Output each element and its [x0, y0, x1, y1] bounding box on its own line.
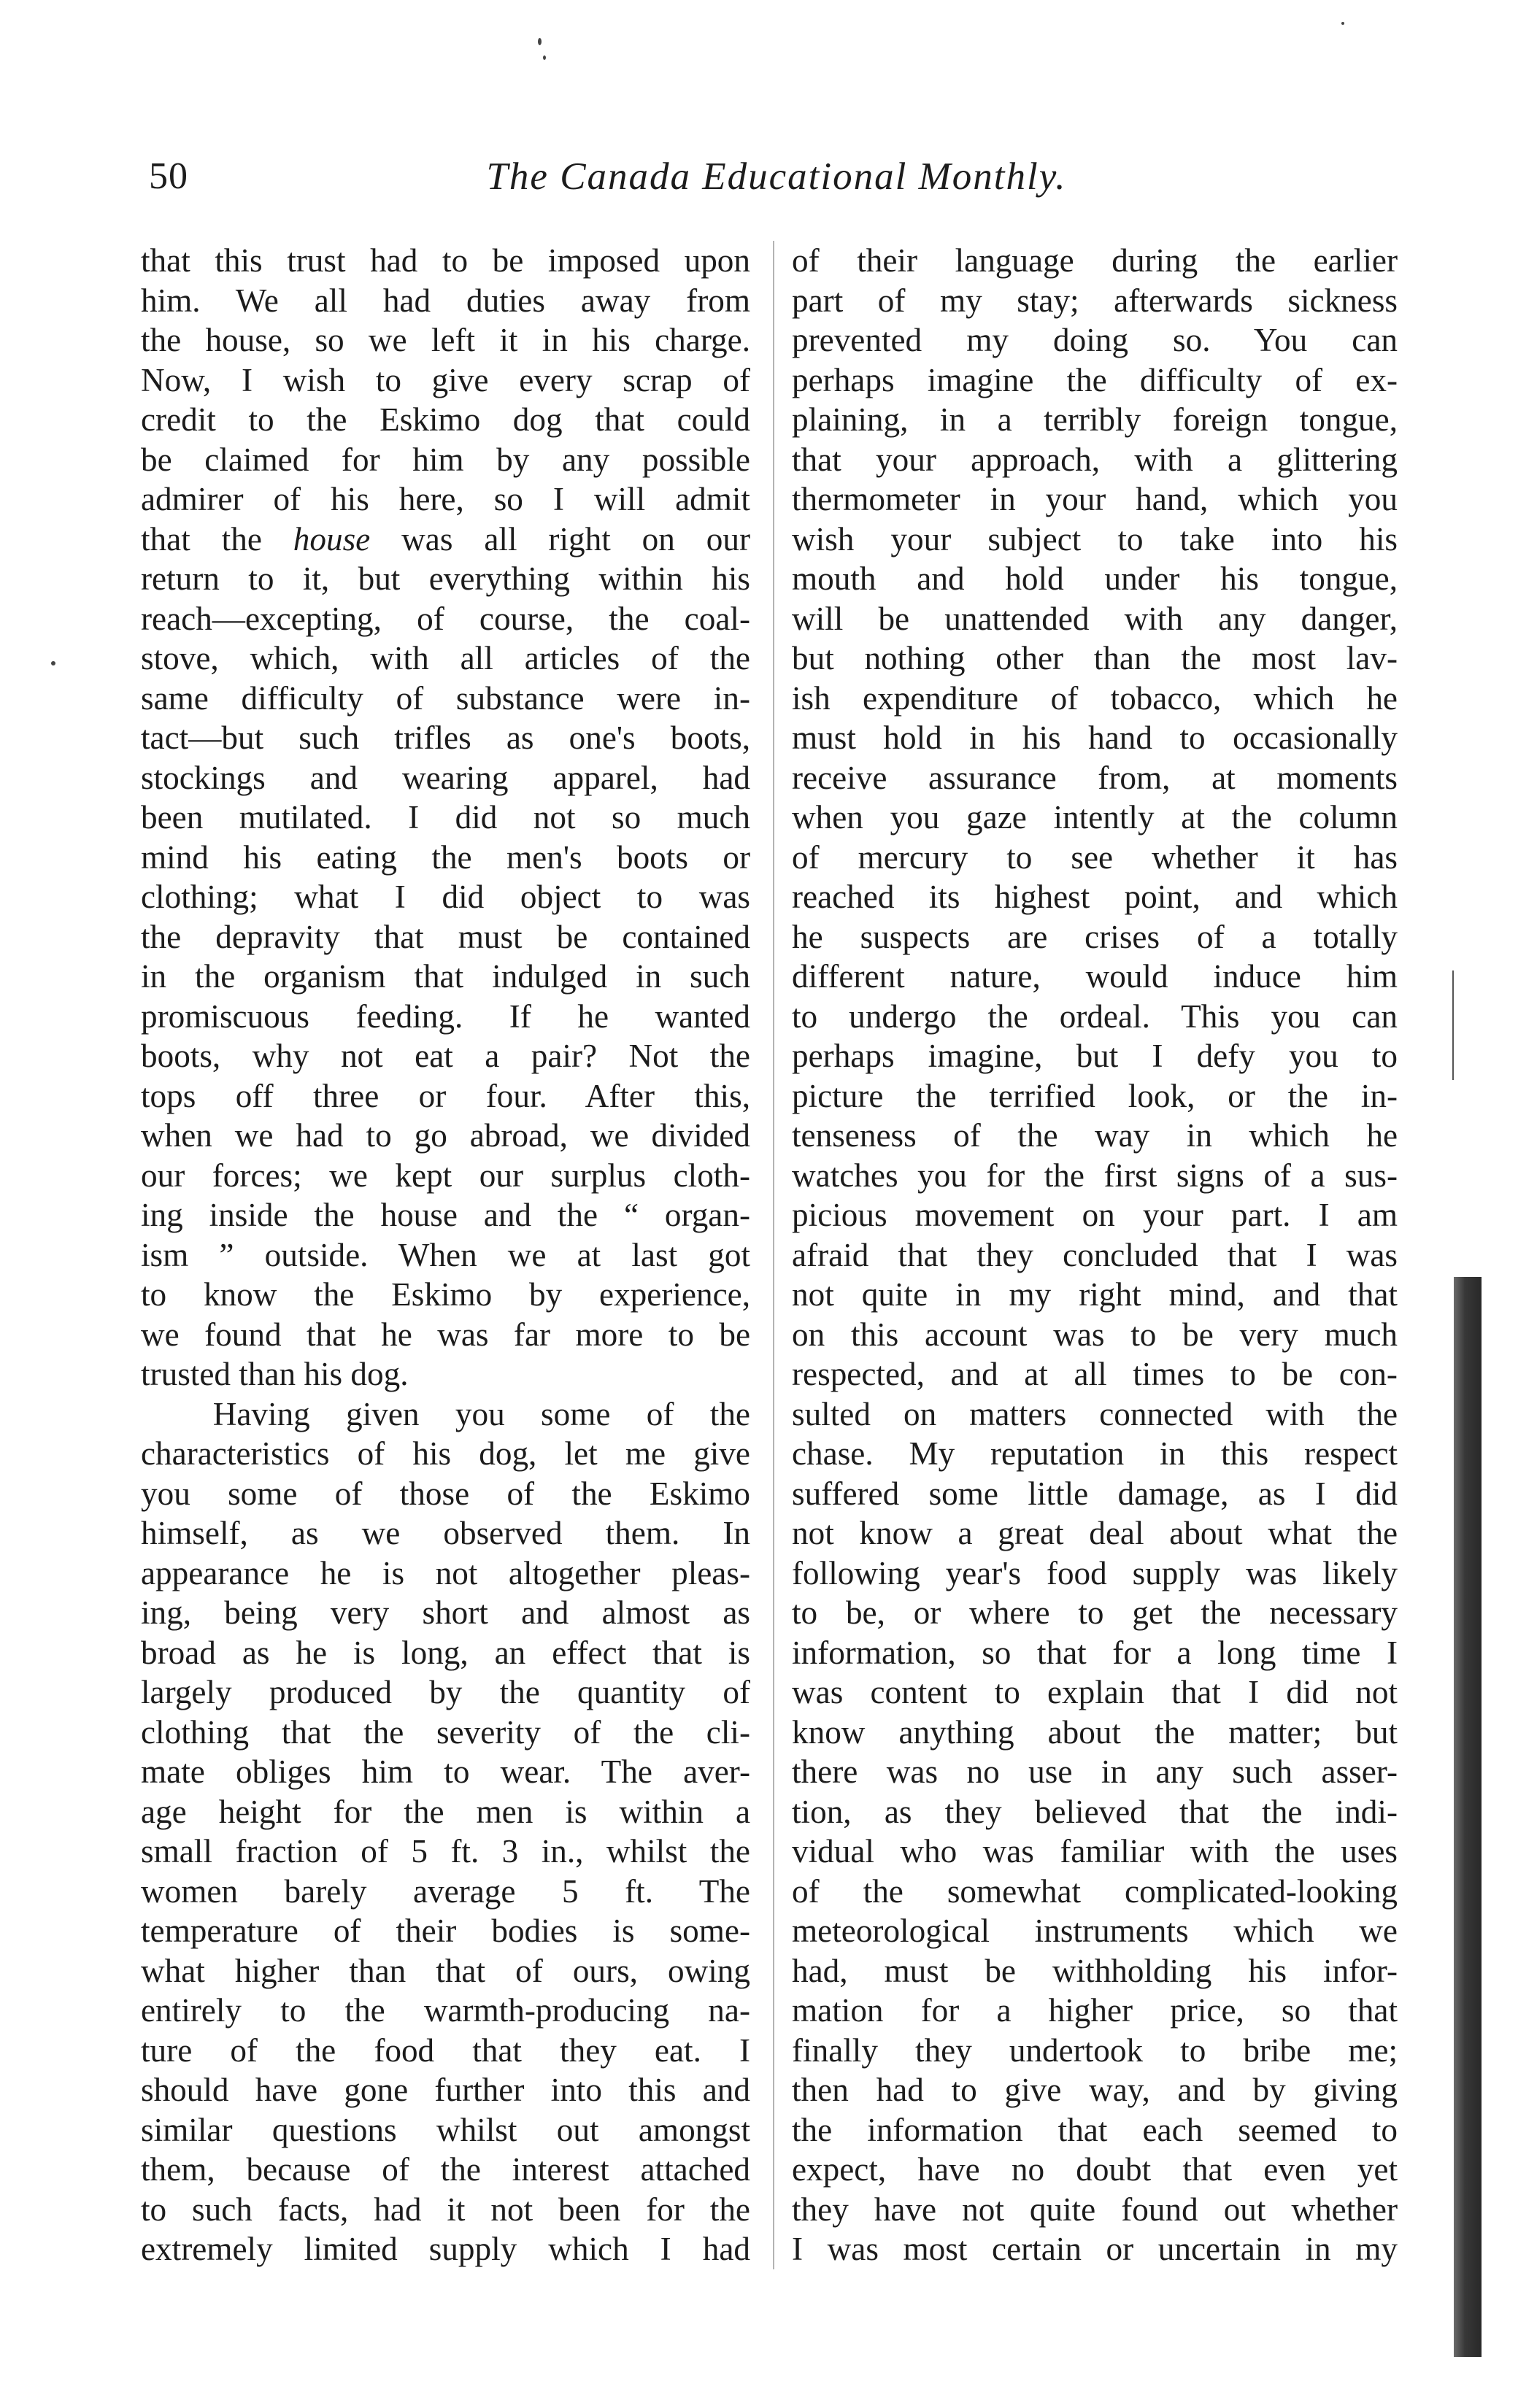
text-line: meteorological instruments which we — [792, 1913, 1398, 1949]
text-line: ing inside the house and the “ organ- — [141, 1197, 750, 1233]
text-line: sulted on matters connected with the — [792, 1395, 1398, 1432]
text-line: temperature of their bodies is some- — [141, 1913, 750, 1949]
text-line: not quite in my right mind, and that — [792, 1276, 1398, 1313]
page-number: 50 — [149, 155, 188, 197]
text-line: tenseness of the way in which he — [792, 1117, 1398, 1154]
ink-speck — [538, 38, 542, 45]
text-line: vidual who was familiar with the uses — [792, 1833, 1398, 1869]
text-line: thermometer in your hand, which you — [792, 481, 1398, 517]
text-line: I was most certain or uncertain in my — [792, 2231, 1398, 2267]
text-line: clothing; what I did object to was — [141, 879, 750, 915]
text-line: picture the terrified look, or the in- — [792, 1077, 1398, 1114]
page-binding-shadow — [1454, 1277, 1482, 2357]
text-line: of the somewhat complicated-looking — [792, 1872, 1398, 1910]
text-line: should have gone further into this and — [141, 2072, 750, 2108]
running-title: The Canada Educational Monthly. — [486, 155, 1067, 198]
text-line: they have not quite found out whether — [792, 2191, 1398, 2228]
text-line: that this trust had to be imposed upon — [141, 242, 750, 279]
text-line: ing, being very short and almost as — [141, 1594, 750, 1631]
text-line: of mercury to see whether it has — [792, 838, 1398, 876]
text-line: afraid that they concluded that I was — [792, 1236, 1398, 1273]
text-line: reach—excepting, of course, the coal- — [141, 600, 750, 637]
text-line: age height for the men is within a — [141, 1793, 750, 1830]
text-line: information, so that for a long time I — [792, 1634, 1398, 1671]
text-line: characteristics of his dog, let me give — [141, 1435, 750, 1472]
text-line: tops off three or four. After this, — [141, 1077, 750, 1114]
text-line: appearance he is not altogether pleas- — [141, 1554, 750, 1591]
text-line: trusted than his dog. — [141, 1356, 409, 1392]
text-line: different nature, would induce him — [792, 958, 1398, 995]
right-column — [792, 241, 1398, 2269]
text-line: mind his eating the men's boots or — [141, 838, 750, 876]
text-line: been mutilated. I did not so much — [141, 799, 750, 836]
text-line: on this account was to be very much — [792, 1316, 1398, 1353]
paragraph — [141, 241, 750, 1394]
text-line: had, must be withholding his infor- — [792, 1952, 1398, 1989]
text-line: women barely average 5 ft. The — [141, 1872, 750, 1910]
text-line: them, because of the interest attached — [141, 2151, 750, 2188]
text-line: to such facts, had it not been for the — [141, 2191, 750, 2228]
text-line: must hold in his hand to occasionally — [792, 719, 1398, 756]
text-line: mate obliges him to wear. The aver- — [141, 1753, 750, 1790]
text-line: same difficulty of substance were in- — [141, 679, 750, 717]
text-line: then had to give way, and by giving — [792, 2072, 1398, 2108]
text-line: him. We all had duties away from — [141, 282, 750, 319]
text-line: himself, as we observed them. In — [141, 1515, 750, 1551]
paragraph — [792, 241, 1398, 2269]
text-line: chase. My reputation in this respect — [792, 1435, 1398, 1472]
text-line: watches you for the first signs of a sus- — [792, 1157, 1398, 1194]
text-line: but nothing other than the most lav- — [792, 640, 1398, 676]
text-line: ture of the food that they eat. I — [141, 2031, 750, 2069]
text-line: reached its highest point, and which — [792, 879, 1398, 915]
text-line: mouth and hold under his tongue, — [792, 560, 1398, 597]
text-line: ism ” outside. When we at last got — [141, 1236, 750, 1273]
text-line: promiscuous feeding. If he wanted — [141, 997, 750, 1035]
text-line: largely produced by the quantity of — [141, 1674, 750, 1710]
text-line: of their language during the earlier — [792, 242, 1398, 279]
text-line: extremely limited supply which I had — [141, 2231, 750, 2267]
text-line: ish expenditure of tobacco, which he — [792, 679, 1398, 717]
text-line: small fraction of 5 ft. 3 in., whilst the — [141, 1833, 750, 1869]
text-line: expect, have no doubt that even yet — [792, 2151, 1398, 2188]
text-line: tact—but such trifles as one's boots, — [141, 719, 750, 756]
text-line: you some of those of the Eskimo — [141, 1475, 750, 1512]
text-line: credit to the Eskimo dog that could — [141, 401, 750, 438]
text-line: return to it, but everything within his — [141, 560, 750, 597]
text-line: in the organism that indulged in such — [141, 958, 750, 995]
text-line: finally they undertook to bribe me; — [792, 2031, 1398, 2069]
text-line: admirer of his here, so I will admit — [141, 481, 750, 517]
column-divider — [773, 241, 774, 2269]
text-line: Having given you some of the — [141, 1395, 750, 1432]
text-line: will be unattended with any danger, — [792, 600, 1398, 637]
text-line: stockings and wearing apparel, had — [141, 759, 750, 796]
paragraph — [141, 1394, 750, 2269]
text-line: wish your subject to take into his — [792, 520, 1398, 557]
text-line: prevented my doing so. You can — [792, 322, 1398, 358]
text-line: stove, which, with all articles of the — [141, 640, 750, 676]
text-line: part of my stay; afterwards sickness — [792, 282, 1398, 319]
text-line: broad as he is long, an effect that is — [141, 1634, 750, 1671]
text-line: respected, and at all times to be con- — [792, 1356, 1398, 1392]
text-line: similar questions whilst out amongst — [141, 2111, 750, 2148]
text-line: picious movement on your part. I am — [792, 1197, 1398, 1233]
text-line: perhaps imagine, but I defy you to — [792, 1038, 1398, 1074]
text-line: following year's food supply was likely — [792, 1554, 1398, 1591]
text-line: receive assurance from, at moments — [792, 759, 1398, 796]
text-line: what higher than that of ours, owing — [141, 1952, 750, 1989]
text-line: mation for a higher price, so that — [792, 1992, 1398, 2029]
ink-speck — [51, 661, 55, 665]
text-line: the information that each seemed to — [792, 2111, 1398, 2148]
text-line: clothing that the severity of the cli- — [141, 1713, 750, 1751]
ink-speck — [543, 55, 546, 60]
text-line: know anything about the matter; but — [792, 1713, 1398, 1751]
page-header — [149, 155, 1404, 206]
text-line: perhaps imagine the difficulty of ex- — [792, 361, 1398, 398]
text-line: that the house was all right on our — [141, 520, 750, 557]
text-line: suffered some little damage, as I did — [792, 1475, 1398, 1512]
left-column — [141, 241, 750, 2269]
ink-speck — [1341, 22, 1344, 25]
text-line: he suspects are crises of a totally — [792, 918, 1398, 955]
text-line: we found that he was far more to be — [141, 1316, 750, 1353]
text-line: that your approach, with a glittering — [792, 441, 1398, 478]
text-line: the depravity that must be contained — [141, 918, 750, 955]
text-line: the house, so we left it in his charge. — [141, 322, 750, 358]
text-line: when we had to go abroad, we divided — [141, 1117, 750, 1154]
text-line: when you gaze intently at the column — [792, 799, 1398, 836]
text-line: be claimed for him by any possible — [141, 441, 750, 478]
text-line: to be, or where to get the necessary — [792, 1594, 1398, 1631]
margin-mark — [1452, 970, 1454, 1080]
text-line: tion, as they believed that the indi- — [792, 1793, 1398, 1830]
text-line: to undergo the ordeal. This you can — [792, 997, 1398, 1035]
text-line: entirely to the warmth-producing na- — [141, 1992, 750, 2029]
text-line: plaining, in a terribly foreign tongue, — [792, 401, 1398, 438]
text-line: boots, why not eat a pair? Not the — [141, 1038, 750, 1074]
text-line: not know a great deal about what the — [792, 1515, 1398, 1551]
text-line: Now, I wish to give every scrap of — [141, 361, 750, 398]
emphasized-word: house — [293, 520, 371, 557]
text-line: our forces; we kept our surplus cloth- — [141, 1157, 750, 1194]
text-line: to know the Eskimo by experience, — [141, 1276, 750, 1313]
text-line: there was no use in any such asser- — [792, 1753, 1398, 1790]
text-line: was content to explain that I did not — [792, 1674, 1398, 1710]
